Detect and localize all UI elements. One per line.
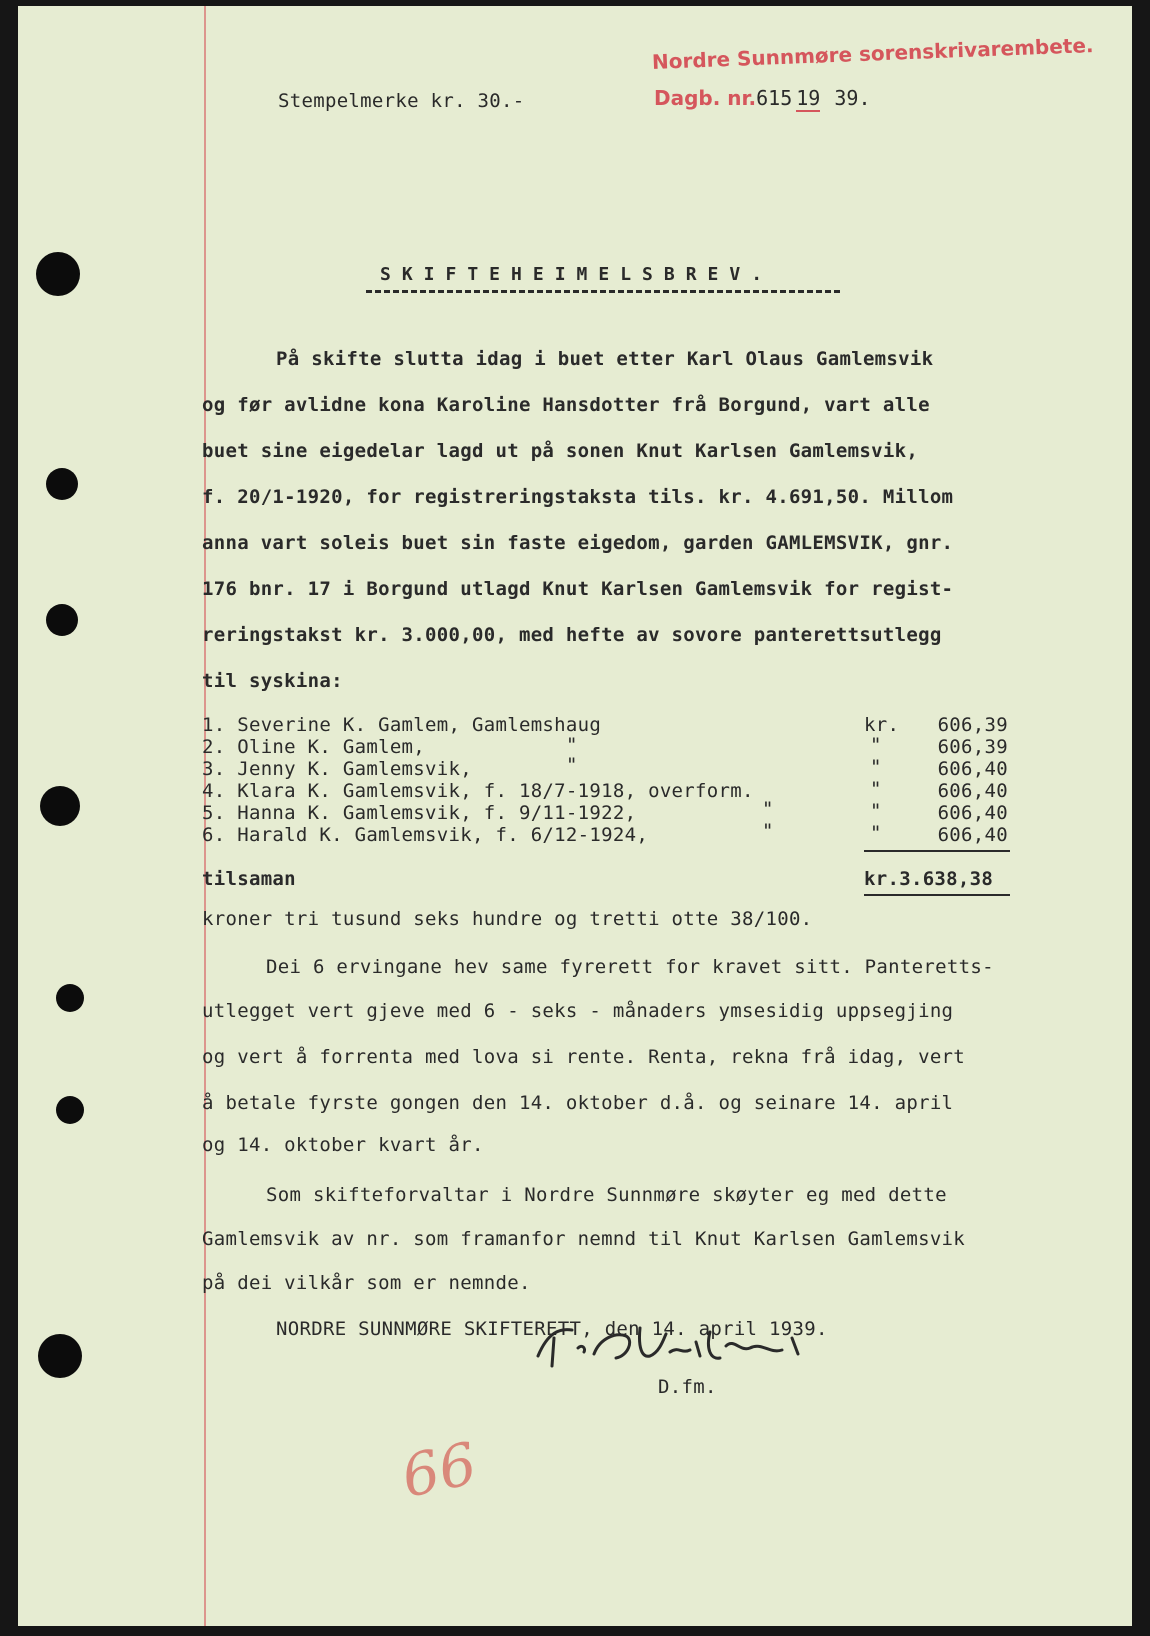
total-rule — [864, 894, 1010, 896]
paragraph-line: Gamlemsvik av nr. som framanfor nemnd til Knut Karlsen Gamlemsvik — [202, 1228, 966, 1250]
binder-hole — [46, 604, 78, 636]
heir-ditto: " — [566, 734, 578, 756]
journal-year: 39. — [834, 86, 871, 110]
heir-amount: 606,40 — [937, 758, 1008, 780]
heir-name: 1. Severine K. Gamlem, Gamlemshaug — [202, 714, 602, 736]
binder-hole — [56, 1096, 84, 1124]
heir-currency: " — [870, 822, 882, 844]
paragraph-line: og 14. oktober kvart år. — [202, 1134, 484, 1156]
heir-ditto: " — [762, 798, 774, 820]
heir-currency: " — [870, 734, 882, 756]
sum-rule — [864, 850, 1010, 852]
paragraph-line: å betale fyrste gongen den 14. oktober d.å. og seinare 14. april — [202, 1092, 954, 1114]
paragraph-line: 176 bnr. 17 i Borgund utlagd Knut Karlsen Gamlemsvik for regist- — [202, 578, 954, 600]
heir-amount: 606,39 — [937, 736, 1008, 758]
paragraph-line: Som skifteforvaltar i Nordre Sunnmøre skøyter eg med dette — [266, 1184, 947, 1206]
paragraph-line: utlegget vert gjeve med 6 - seks - månaders ymsesidig uppsegjing — [202, 1000, 954, 1022]
paragraph-line: På skifte slutta idag i buet etter Karl Olaus Gamlemsvik — [276, 348, 934, 370]
paragraph-line: f. 20/1-1920, for registreringstaksta tils. kr. 4.691,50. Millom — [202, 486, 954, 508]
handwritten-signature — [530, 1308, 850, 1378]
heir-currency: " — [870, 756, 882, 778]
heir-amount: 606,40 — [937, 824, 1008, 846]
binder-hole — [38, 1334, 82, 1378]
heir-ditto: " — [762, 820, 774, 842]
total-in-words: kroner tri tusund seks hundre og tretti otte 38/100. — [202, 908, 813, 930]
binder-hole — [46, 468, 78, 500]
journal-day: 19 — [796, 86, 821, 110]
binder-hole — [40, 786, 80, 826]
journal-prefix: Dagb. nr. — [654, 86, 757, 110]
heir-name: 3. Jenny K. Gamlemsvik, — [202, 758, 472, 780]
paragraph-line: på dei vilkår som er nemnde. — [202, 1272, 531, 1294]
heir-name: 2. Oline K. Gamlem, — [202, 736, 426, 758]
journal-number: 615 — [756, 86, 793, 110]
total-label: tilsaman — [202, 868, 296, 890]
paragraph-line: buet sine eigedelar lagd ut på sonen Knut Karlsen Gamlemsvik, — [202, 440, 919, 462]
heir-name: 4. Klara K. Gamlemsvik, f. 18/7-1918, overform. — [202, 780, 754, 802]
heir-amount: 606,40 — [937, 802, 1008, 824]
heir-name: 5. Hanna K. Gamlemsvik, f. 9/11-1922, — [202, 802, 637, 824]
journal-stamp — [654, 86, 870, 110]
document-title: SKIFTEHEIMELSBREV. — [380, 264, 774, 285]
paragraph-line: og før avlidne kona Karoline Hansdotter frå Borgund, vart alle — [202, 394, 930, 416]
heir-amount: 606,40 — [937, 780, 1008, 802]
document-page — [18, 6, 1132, 1626]
heir-currency: " — [870, 778, 882, 800]
paragraph-line: til syskina: — [202, 670, 343, 692]
signer-title: D.fm. — [658, 1376, 717, 1398]
heir-amount: 606,39 — [937, 714, 1008, 736]
total-amount: kr.3.638,38 — [864, 868, 994, 890]
heir-currency: " — [870, 800, 882, 822]
binder-hole — [36, 252, 80, 296]
heir-currency: kr. — [864, 714, 900, 736]
title-underline — [366, 290, 840, 293]
binder-hole — [56, 984, 84, 1012]
court-date-line: NORDRE SUNNMØRE SKIFTERETT, den 14. april 1939. — [276, 1318, 828, 1340]
handwritten-number: 66 — [395, 1429, 483, 1511]
heir-name: 6. Harald K. Gamlemsvik, f. 6/12-1924, — [202, 824, 649, 846]
paragraph-line: og vert å forrenta med lova si rente. Renta, rekna frå idag, vert — [202, 1046, 966, 1068]
heir-ditto: " — [566, 754, 578, 776]
paragraph-line: anna vart soleis buet sin faste eigedom, garden GAMLEMSVIK, gnr. — [202, 532, 954, 554]
office-stamp: Nordre Sunnmøre sorenskrivarembete. — [651, 33, 1094, 74]
paragraph-line: Dei 6 ervingane hev same fyrerett for kravet sitt. Panteretts- — [266, 956, 994, 978]
stamp-duty: Stempelmerke kr. 30.- — [278, 90, 525, 112]
paragraph-line: reringstakst kr. 3.000,00, med hefte av sovore panterettsutlegg — [202, 624, 942, 646]
